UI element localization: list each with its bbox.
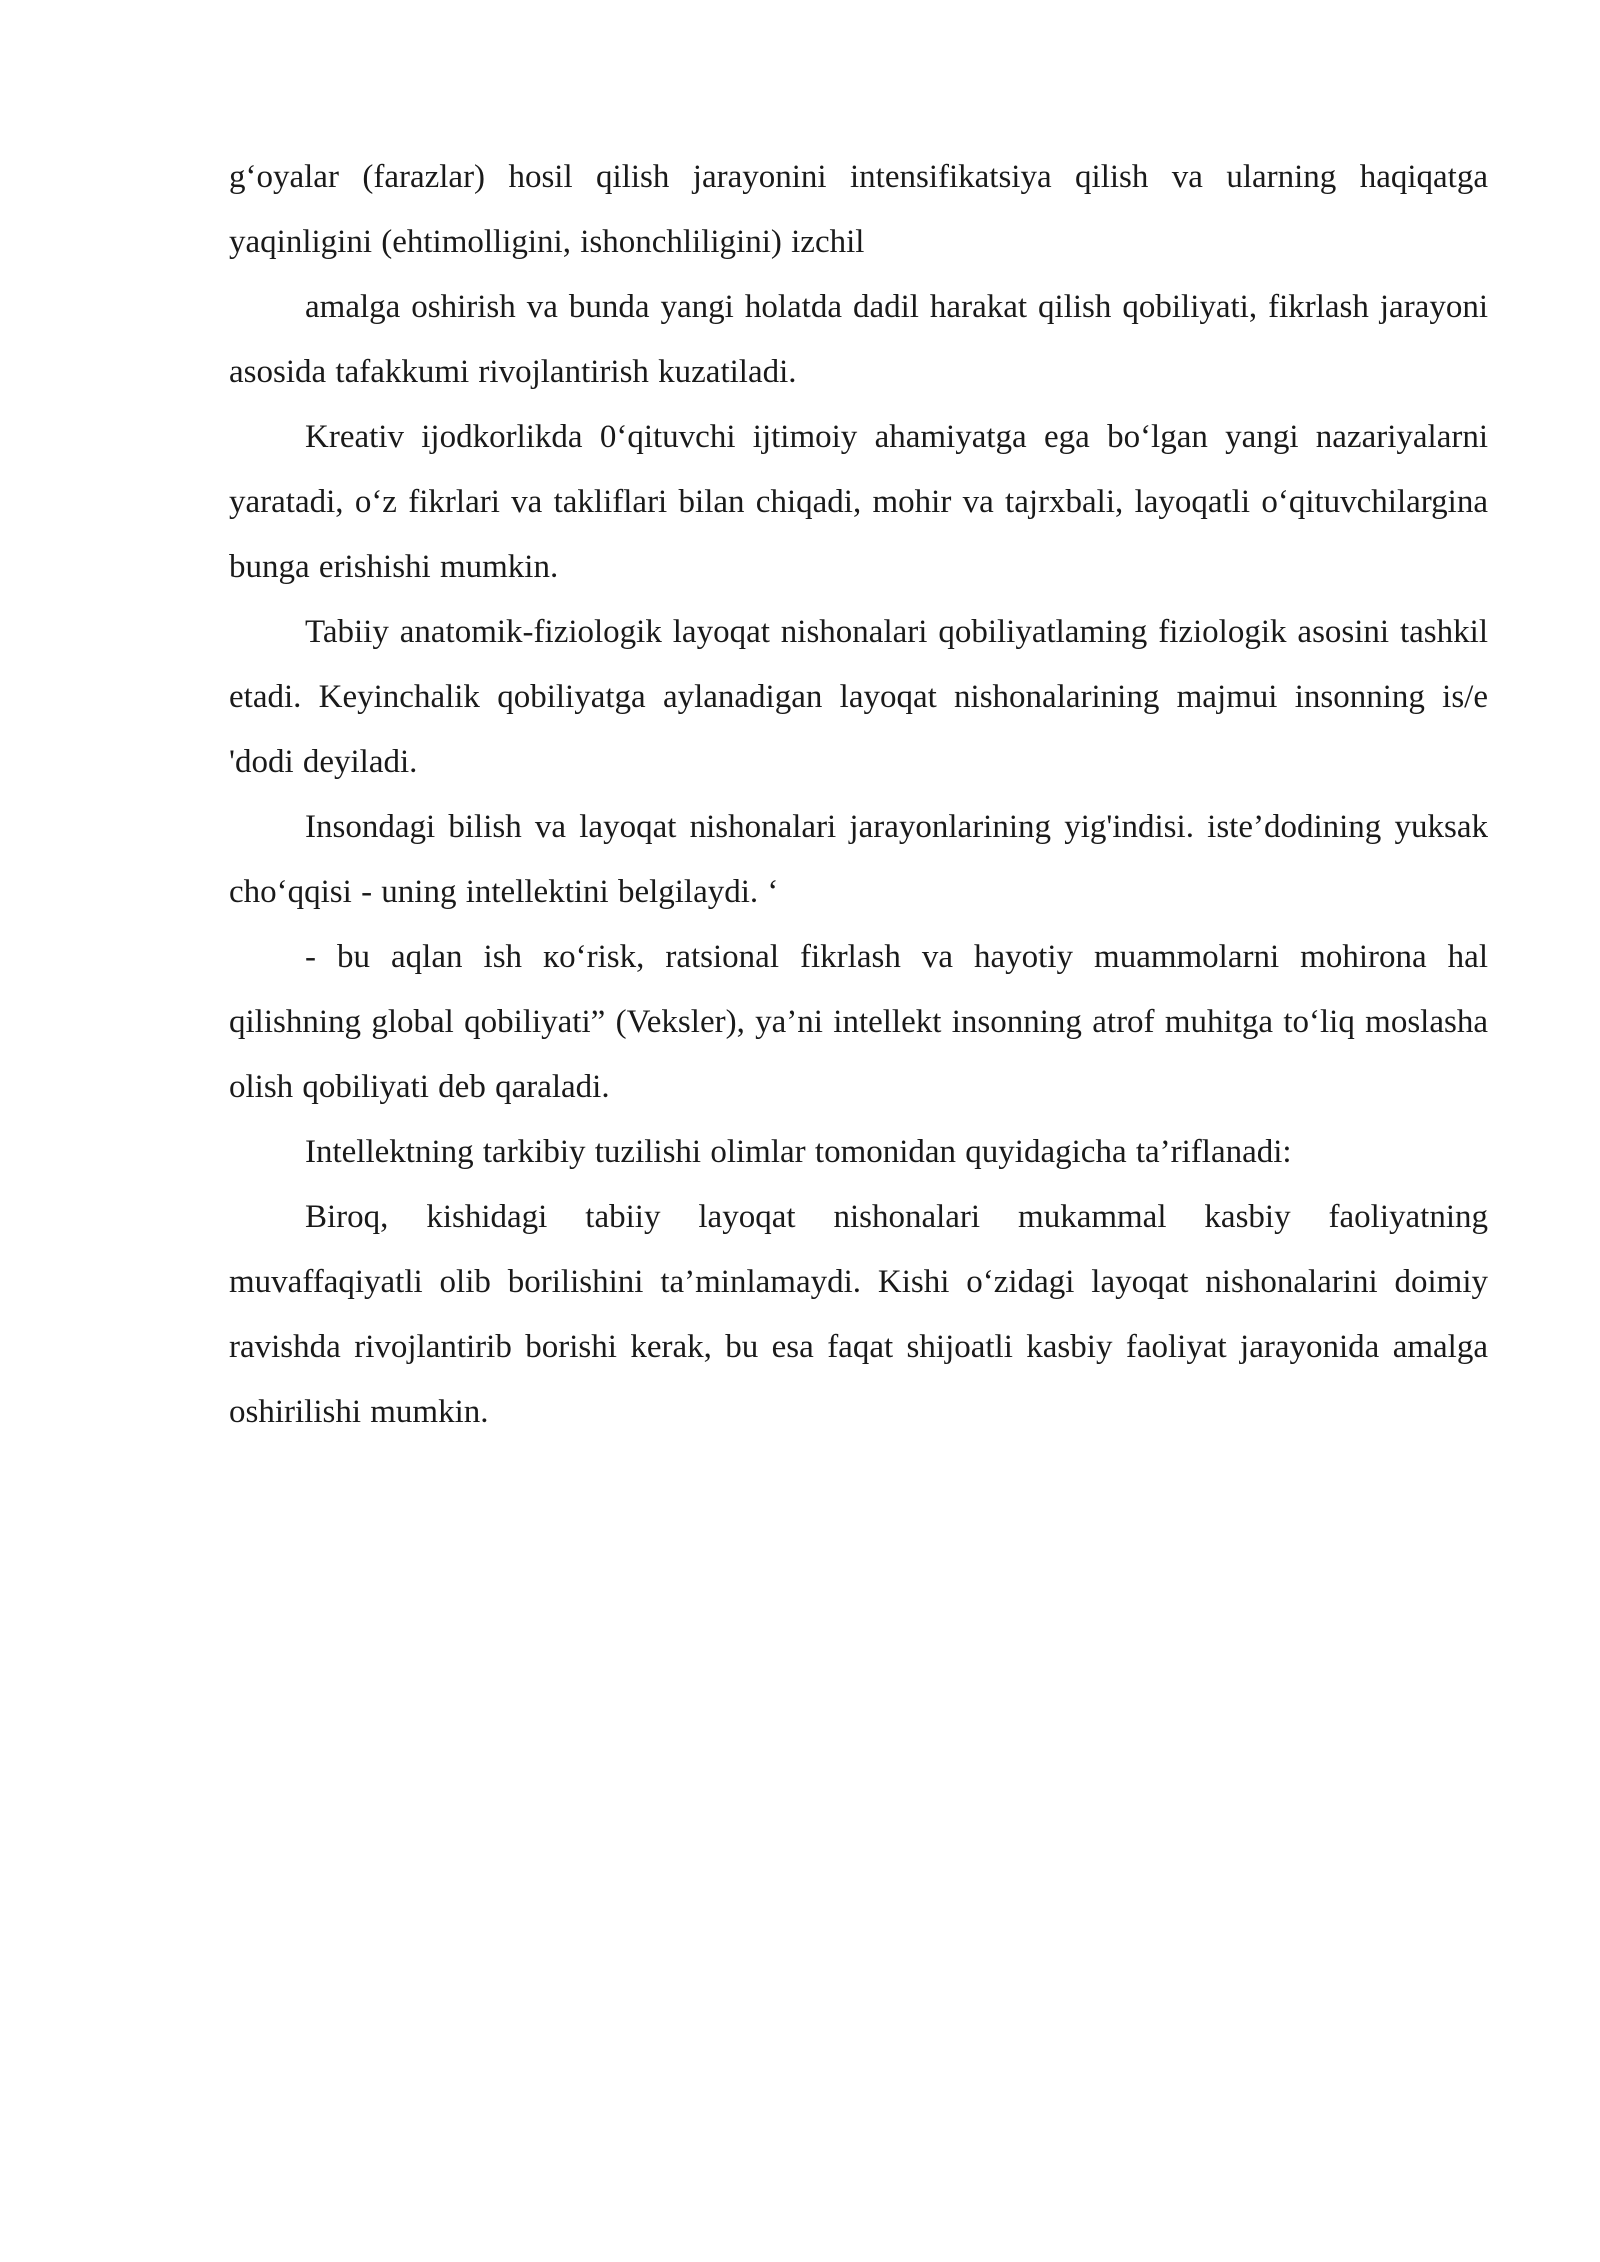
paragraph-4: Tabiiy anatomik-fiziologik layoqat nishonalari qobiliyatlaming fiziologik asosini tashkil etadi. Keyinchalik qobiliyatga aylanadigan layoqat nishonalarining majmui insonning is/e 'dodi deyiladi.	[229, 614, 1488, 780]
paragraph-2: amalga oshirish va bunda yangi holatda dadil harakat qilish qobiliyati, fikrlash jarayoni asosida tafakkumi rivojlantirish kuzatiladi.	[229, 289, 1488, 390]
paragraph-3: Kreativ ijodkorlikda 0‘qituvchi ijtimoiy ahamiyatga ega bo‘lgan yangi nazariyalarni yaratadi, o‘z fikrlari va takliflari bilan chiqadi, mohir va tajrxbali, layoqatli o‘qituvchilargina bunga erishishi mumkin.	[229, 419, 1488, 585]
paragraph-7: Intellektning tarkibiy tuzilishi olimlar tomonidan quyidagicha ta’riflanadi:	[305, 1134, 1292, 1170]
paragraph-8: Biroq, kishidagi tabiiy layoqat nishonalari mukammal kasbiy faoliyatning muvaffaqiyatli olib borilishini ta’minlamaydi. Kishi o‘zidagi layoqat nishonalarini doimiy ravishda rivojlantirib borishi kerak, bu esa faqat shijoatli kasbiy faoliyat jarayonida amalga oshirilishi mumkin.	[229, 1199, 1488, 1430]
paragraph-6: - bu aqlan ish кo‘risk, ratsional fikrlash va hayotiy muammolarni mohirona hal qilishning global qobiliyati” (Veksler), ya’ni intellekt insonning atrof muhitga to‘liq moslasha olish qobiliyati deb qaraladi.	[229, 939, 1488, 1105]
body-text	[229, 145, 1488, 1445]
paragraph-1: g‘oyalar (farazlar) hosil qilish jarayonini intensifikatsiya qilish va ularning haqiqatga yaqinligini (ehtimolligini, ishonchliligini) izchil	[229, 159, 1488, 260]
paragraph-5: Insondagi bilish va layoqat nishonalari jarayonlarining yig'indisi. iste’dodining yuksak cho‘qqisi - uning intellektini belgilaydi. ‘	[229, 809, 1488, 910]
